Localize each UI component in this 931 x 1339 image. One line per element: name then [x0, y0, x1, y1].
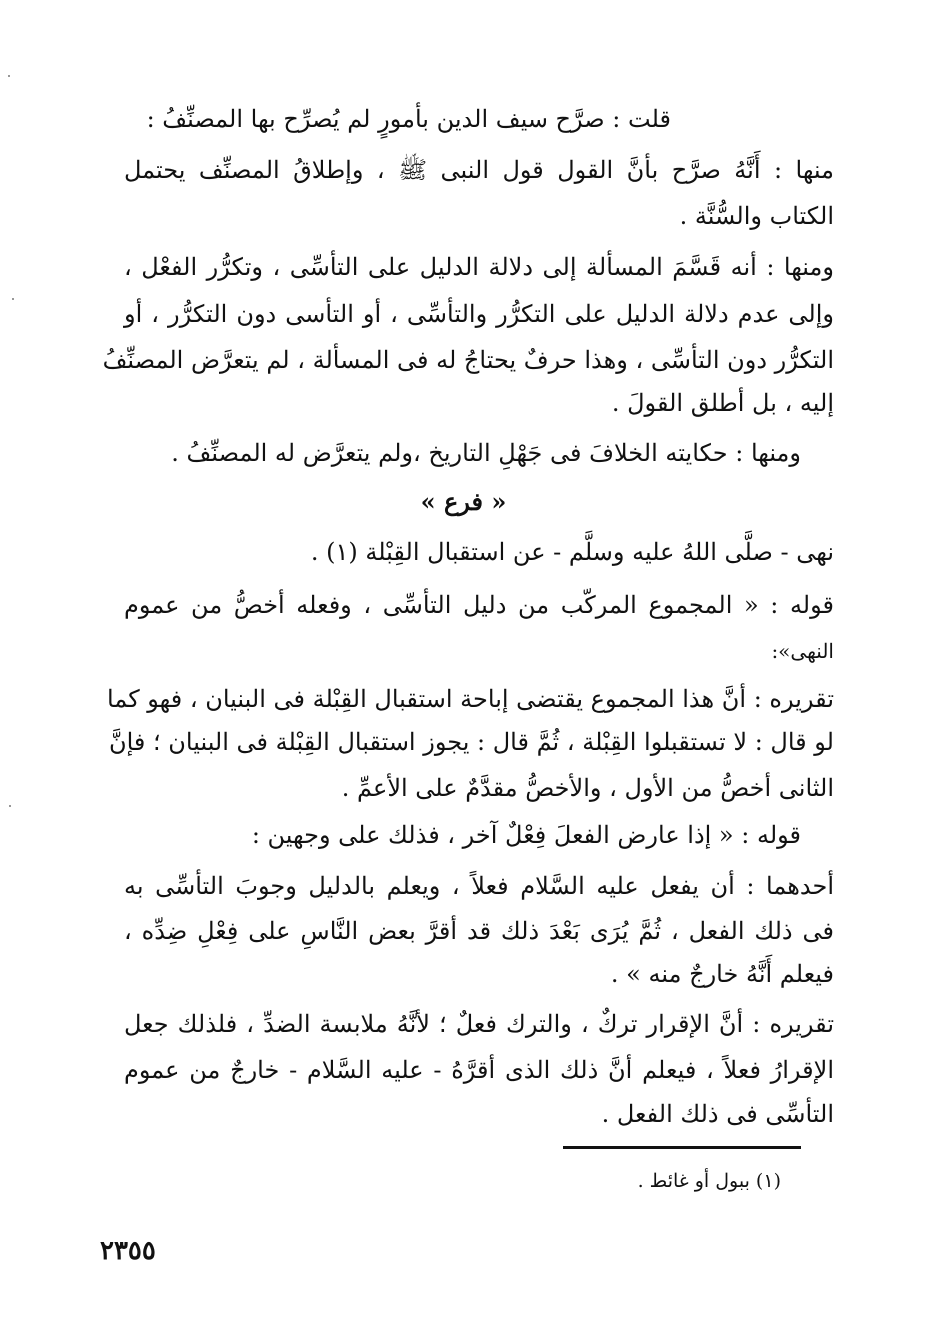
- body-line: قلت : صرَّح سيف الدين بأمورٍ لم يُصرِّح بها المصنِّفُ :: [146, 105, 671, 133]
- body-line: لو قال : لا تستقبلوا القِبْلة ، ثُمَّ قال : يجوز استقبال القِبْلة فى البنيان ؛ فإنَّ: [108, 728, 834, 756]
- body-line: النهى»:: [771, 639, 834, 663]
- body-line: فى ذلك الفعل ، ثُمَّ يُرَى بَعْدَ ذلك قد أقرَّ بعض النَّاسِ على فِعْلِ ضِدِّه ،: [124, 917, 834, 945]
- page-number: ٢٣٥٥: [100, 1236, 156, 1266]
- scan-speck: [9, 805, 11, 807]
- body-line: التأسِّى فى ذلك الفعل .: [601, 1100, 834, 1128]
- body-line: وإلى عدم دلالة الدليل على التكرُّر والتأسِّى ، أو التأسى دون التكرُّر ، أو: [124, 300, 834, 328]
- body-line: تقريره : أنَّ هذا المجموع يقتضى إباحة استقبال القِبْلة فى البنيان ، فهو كما: [107, 685, 834, 713]
- body-line: الإقرارُ فعلاً ، فيعلم أنَّ ذلك الذى أقرَّهُ - عليه السَّلام - خارجٌ من عموم: [124, 1056, 834, 1084]
- body-line: فيعلم أَنَّهُ خارجٌ منه » .: [610, 960, 834, 988]
- body-line: التكرُّر دون التأسِّى ، وهذا حرفٌ يحتاجُ له فى المسألة ، لم يتعرَّض المصنِّفُ: [102, 346, 834, 374]
- body-line: نهى - صلَّى اللهُ عليه وسلَّم - عن استقبال القِبْلة (١) .: [310, 538, 834, 566]
- scan-speck: [12, 298, 14, 300]
- body-line: ومنها : حكايته الخلافَ فى جَهْلِ التاريخ ،ولم يتعرَّض له المصنِّفُ .: [171, 439, 801, 467]
- section-heading: « فرع »: [420, 487, 507, 516]
- scan-speck: [8, 75, 10, 77]
- body-line: قوله : « إذا عارض الفعلَ فِعْلٌ آخر ، فذلك على وجهين :: [251, 821, 801, 849]
- body-line: إليه ، بل أطلق القولَ .: [611, 389, 834, 417]
- body-line: ومنها : أنه قَسَّمَ المسألة إلى دلالة الدليل على التأسِّى ، وتكرُّر الفعْل ،: [124, 253, 834, 281]
- body-line: قوله : « المجموع المركّب من دليل التأسِّى ، وفعله أخصُّ من عموم: [124, 591, 834, 619]
- body-line: تقريره : أنَّ الإقرار تركٌ ، والترك فعلٌ ؛ لأنَّهُ ملابسة الضدِّ ، فلذلك جعل: [124, 1010, 834, 1038]
- body-line: الكتاب والسُّنَّة .: [679, 202, 834, 230]
- body-line: منها : أَنَّهُ صرَّح بأنَّ القول قول النبى ﷺ ، وإطلاقُ المصنِّف يحتمل: [124, 156, 834, 184]
- body-line: أحدهما : أن يفعل عليه السَّلام فعلاً ، ويعلم بالدليل وجوبَ التأسِّى به: [124, 872, 834, 900]
- footnote-divider: [563, 1146, 801, 1149]
- footnote: (١) ببول أو غائط .: [637, 1170, 781, 1192]
- body-line: الثانى أخصُّ من الأول ، والأخصُّ مقدَّمٌ على الأعمِّ .: [341, 774, 834, 802]
